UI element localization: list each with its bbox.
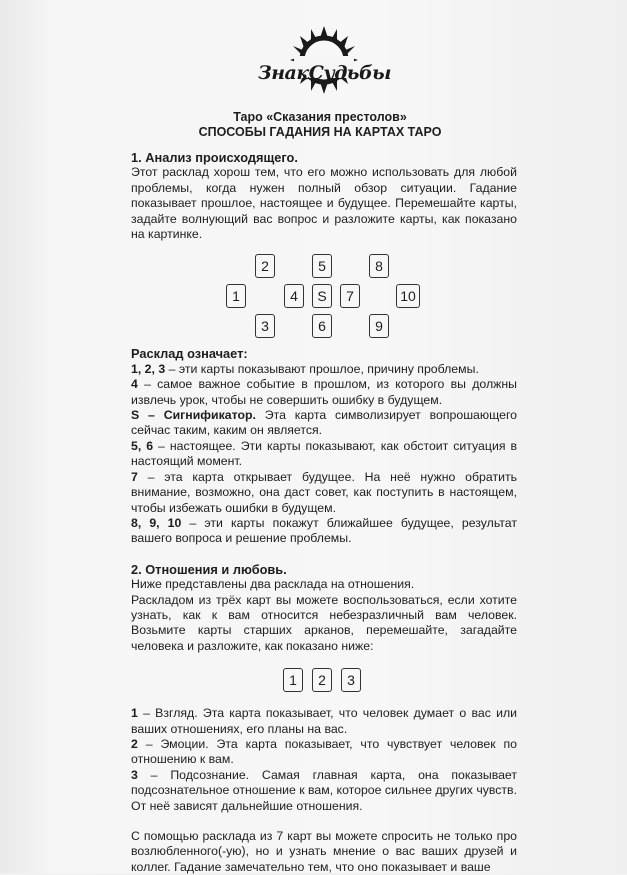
card-position-4: 4 — [284, 284, 304, 308]
meaning-text: Эта карта символизирует вопрошающего сейчас таким, каким он является. — [131, 408, 517, 438]
relationship-text: – Взгляд. Эта карта показывает, что человек думает о вас или ваших отношениях, его планы на вас. — [131, 706, 517, 736]
meaning-key: 7 — [131, 469, 138, 484]
meaning-text: – самое важное событие в прошлом, из которого вы должны извлечь урок, чтобы не совершить ошибку в будущем. — [131, 377, 517, 407]
relationship-key: 2 — [131, 736, 138, 751]
relationship-key: 1 — [131, 706, 138, 721]
meaning-key: 1, 2, 3 — [131, 361, 166, 376]
document-body — [131, 150, 517, 875]
meaning-key: 8, 9, 10 — [131, 515, 182, 530]
meaning-text: – эта карта открывает будущее. На неё нужно обратить внимание, возможно, она даст совет, как поступить в настоящем, чтобы избежать ошибки в будущем. — [131, 469, 517, 515]
deck-title: Таро «Сказания престолов» — [233, 110, 407, 124]
relationship-item — [131, 706, 517, 737]
relationship-key: 3 — [131, 767, 138, 782]
card-position-7: 7 — [340, 284, 360, 308]
document-header — [120, 110, 520, 140]
card-position-6: 6 — [312, 314, 332, 338]
meaning-text: – эти карты показывают прошлое, причину проблемы. — [165, 361, 479, 376]
card-position-1: 1 — [283, 668, 303, 692]
seven-card-intro: С помощью расклада из 7 карт вы можете спросить не только про возлюбленного(-ую), но и узнать мнение о вас ваших друзей и коллег. Гадание замечательно тем, что оно показывает и ваше — [131, 829, 517, 874]
section2-line1: Ниже представлены два расклада на отношения. — [131, 577, 415, 592]
card-position-s: S — [312, 284, 332, 308]
meaning-text: – настоящее. Эти карты показывают, как обстоит ситуация в настоящий момент. — [131, 438, 517, 469]
meaning-key: 4 — [131, 377, 138, 392]
section-spacer — [131, 547, 517, 562]
section1-intro: Этот расклад хорош тем, что его можно использовать для любой проблемы, когда нужен полный обзор ситуации. Гадание показывает прошлое, настоящее и будущее. Перемешайте карты, задайте волнующий вас вопрос и разложите карты, как показано на картинке. — [131, 165, 517, 242]
meaning-key: 5, 6 — [131, 438, 154, 453]
section2-heading: 2. Отношения и любовь. — [131, 561, 287, 577]
card-position-2: 2 — [312, 668, 332, 692]
section2-intro: Раскладом из трёх карт вы можете воспользоваться, если хотите узнать, как к вам относится небезразличный вам человек. Возьмите карты старших арканов, перемешайте, загадайте человека и разложите, как показано ниже: — [131, 592, 517, 653]
meaning-item — [131, 362, 517, 377]
card-position-1: 1 — [226, 284, 246, 308]
section1-heading: 1. Анализ происходящего. — [131, 150, 298, 165]
brand-logo — [258, 22, 390, 104]
meaning-item — [131, 516, 517, 547]
card-position-3: 3 — [341, 668, 361, 692]
spread-diagram-11-cards — [131, 248, 517, 340]
card-position-3: 3 — [255, 314, 275, 338]
meaning-heading: Расклад означает: — [131, 346, 248, 362]
card-position-5: 5 — [312, 254, 332, 278]
meaning-item — [131, 439, 517, 470]
relationship-item — [131, 737, 517, 768]
meaning-key: S – Сигнификатор. — [131, 408, 256, 423]
page-title: СПОСОБЫ ГАДАНИЯ НА КАРТАХ ТАРО — [198, 125, 442, 139]
card-position-2: 2 — [255, 254, 275, 278]
relationship-item — [131, 768, 517, 814]
card-position-9: 9 — [369, 314, 389, 338]
meaning-text: – эти карты покажут ближайшее будущее, результат вашего вопроса и решение проблемы. — [131, 515, 517, 546]
card-position-10: 10 — [396, 284, 420, 308]
section-spacer — [131, 814, 517, 829]
relationship-text: – Подсознание. Самая главная карта, она показывает подсознательное отношение к вам, которое сильнее других чувств. От неё зависят дальнейшие отношения. — [131, 767, 518, 813]
relationship-text: – Эмоции. Эта карта показывает, что чувствует человек по отношению к вам. — [131, 736, 517, 767]
meaning-item — [131, 470, 517, 516]
logo-wordmark: ЗнакСудьбы — [258, 62, 392, 84]
meaning-item — [131, 377, 517, 408]
spread-diagram-3-cards — [131, 662, 517, 696]
meaning-item — [131, 408, 517, 439]
card-position-8: 8 — [369, 254, 389, 278]
